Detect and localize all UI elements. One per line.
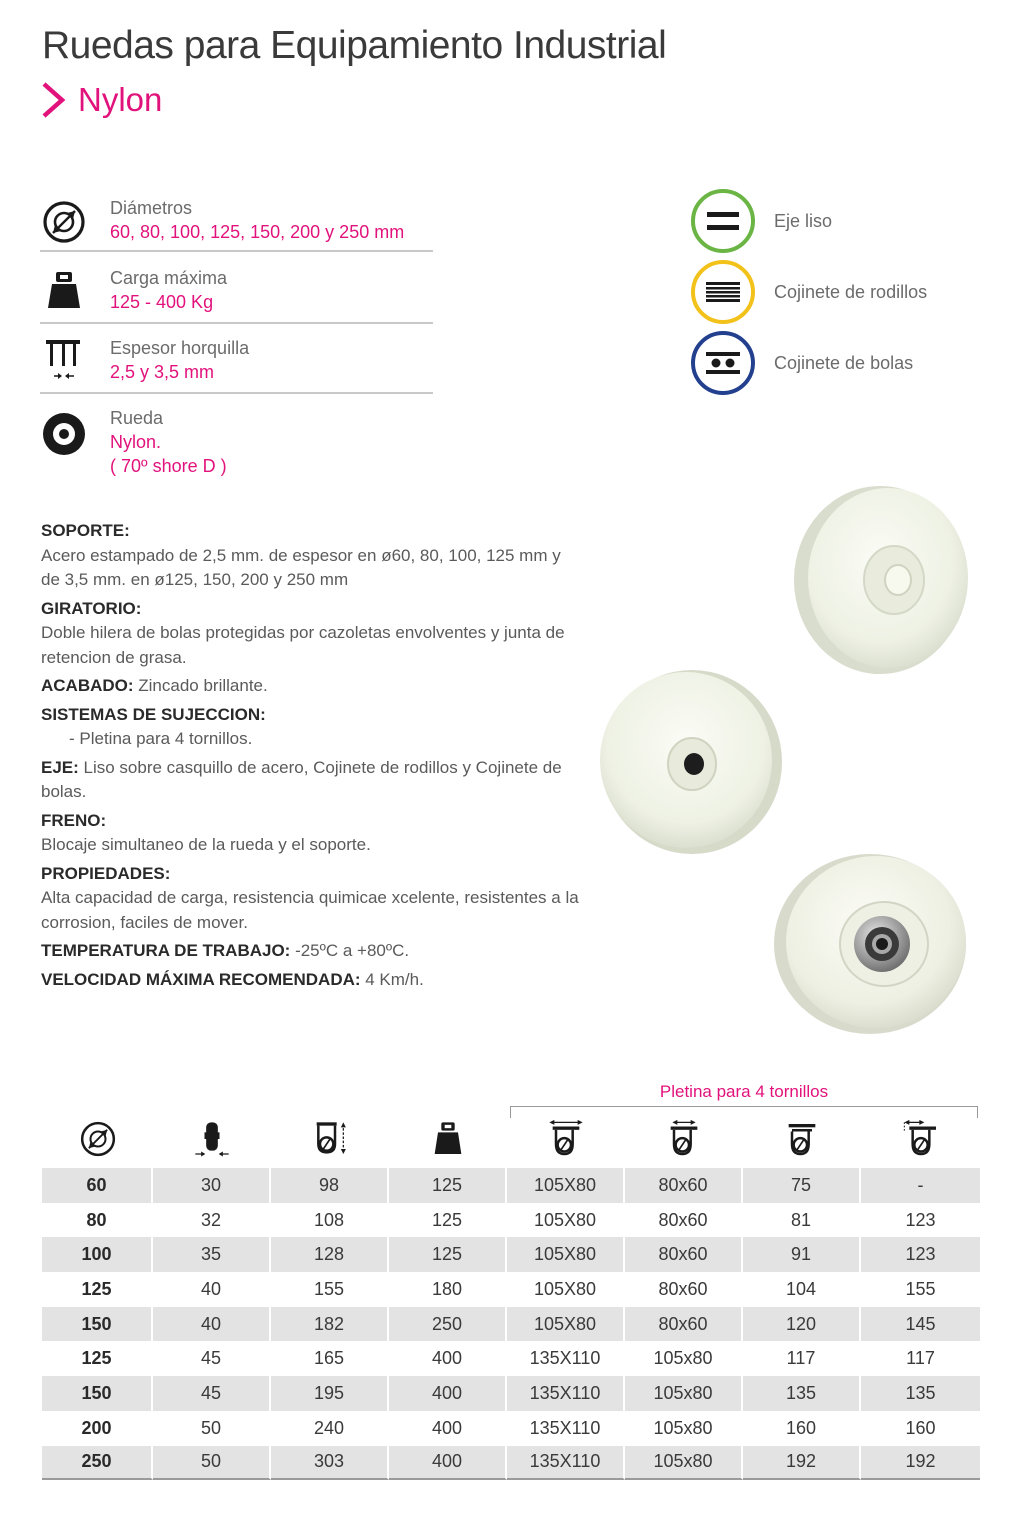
- soporte-heading: SOPORTE:: [41, 521, 130, 540]
- giratorio-heading: GIRATORIO:: [41, 598, 142, 618]
- spec-list: [40, 192, 433, 478]
- wheel-width-icon: [192, 1119, 232, 1159]
- table-cell: 128: [271, 1237, 389, 1272]
- table-cell: 240: [271, 1411, 389, 1446]
- axle-item-roller: [690, 259, 927, 325]
- axle-label: Eje liso: [774, 210, 833, 231]
- table-cell: 98: [271, 1168, 389, 1203]
- table-cell: 60: [42, 1168, 153, 1203]
- header-cell: [271, 1112, 389, 1166]
- table-cell: 117: [906, 1348, 935, 1369]
- table-cell: 105X80: [507, 1272, 625, 1307]
- table-cell: 32: [153, 1203, 271, 1238]
- table-cell: 91: [743, 1237, 861, 1272]
- table-cell: 45: [153, 1341, 271, 1376]
- header-cell: [389, 1112, 507, 1166]
- table-cell: 120: [743, 1307, 861, 1342]
- temperatura-text: -25ºC a +80ºC.: [290, 941, 410, 960]
- description: [41, 519, 581, 996]
- table-row: [42, 1307, 980, 1342]
- spec-value: 125 - 400 Kg: [110, 292, 214, 312]
- table-cell: 80x60: [625, 1272, 743, 1307]
- header-cell: [42, 1112, 153, 1166]
- table-cell: 135: [743, 1376, 861, 1411]
- header-cell: [153, 1112, 271, 1166]
- table-row: [42, 1168, 980, 1203]
- table-cell: 80x60: [625, 1307, 743, 1342]
- table-cell: 80x60: [625, 1168, 743, 1203]
- table-cell: 125: [389, 1237, 507, 1272]
- table-cell: 30: [153, 1168, 271, 1203]
- page-title: Ruedas para Equipamiento Industrial: [42, 24, 667, 67]
- temperatura-heading: TEMPERATURA DE TRABAJO:: [41, 941, 291, 960]
- spec-value: 2,5 y 3,5 mm: [110, 362, 215, 382]
- spec-label: Rueda: [110, 408, 164, 428]
- hole-spacing-icon: [664, 1119, 704, 1159]
- table-row: [42, 1203, 980, 1238]
- ball-bearing-icon: [690, 330, 756, 396]
- table-group-label: Pletina para 4 tornillos: [659, 1082, 829, 1101]
- table-cell: 135X110: [507, 1341, 625, 1376]
- table-cell: 123: [905, 1209, 936, 1230]
- spec-max-load: [40, 252, 433, 324]
- table-cell: -: [861, 1168, 980, 1203]
- table-cell: 400: [389, 1446, 507, 1481]
- spec-fork-thickness: [40, 324, 433, 394]
- diameter-icon: [78, 1119, 118, 1159]
- table-cell: 80: [42, 1203, 153, 1238]
- weight-icon: [428, 1119, 468, 1159]
- header-cell: [861, 1112, 980, 1166]
- table-cell: 75: [743, 1168, 861, 1203]
- table-cell: 250: [389, 1307, 507, 1342]
- wheel-icon: [40, 410, 88, 458]
- velocidad-text: 4 Km/h.: [360, 969, 424, 989]
- table-cell: 400: [389, 1341, 507, 1376]
- table-cell: 155: [905, 1278, 936, 1299]
- axle-item-plain: [690, 188, 927, 254]
- dimensions-table: [42, 1168, 980, 1480]
- table-cell: 105x80: [625, 1376, 743, 1411]
- table-cell: 105x80: [625, 1341, 743, 1376]
- table-cell: 125: [389, 1168, 507, 1203]
- axle-label: Cojinete de rodillos: [774, 281, 928, 302]
- table-cell: 150: [42, 1307, 153, 1342]
- wheel-photo-ball: [770, 850, 980, 1040]
- table-cell: 105x80: [625, 1411, 743, 1446]
- eje-text: Liso sobre casquillo de acero, Cojinete de rodillos y Cojinete de bolas.: [41, 757, 562, 801]
- sistemas-heading: SISTEMAS DE SUJECCION:: [41, 704, 266, 724]
- table-cell: 160: [905, 1417, 936, 1438]
- table-row: [42, 1446, 980, 1481]
- table-cell: 400: [389, 1376, 507, 1411]
- table-cell: 50: [153, 1411, 271, 1446]
- table-cell: 80x60: [625, 1203, 743, 1238]
- header-cell: [625, 1112, 743, 1166]
- table-cell: 125: [42, 1272, 153, 1307]
- table-cell: 108: [271, 1203, 389, 1238]
- propiedades-heading: PROPIEDADES:: [41, 863, 171, 883]
- table-cell: 135X110: [507, 1411, 625, 1446]
- table-cell: 135X110: [507, 1446, 625, 1481]
- table-cell: 182: [271, 1307, 389, 1342]
- table-cell: 81: [743, 1203, 861, 1238]
- table-cell: 105X80: [507, 1307, 625, 1342]
- offset-icon: [901, 1119, 941, 1159]
- table-row: [42, 1237, 980, 1272]
- table-cell: 303: [271, 1446, 389, 1481]
- table-cell: 125: [42, 1341, 153, 1376]
- wheel-photo-plain: [770, 480, 980, 680]
- table-row: [42, 1376, 980, 1411]
- axle-item-ball: [690, 330, 927, 396]
- spec-diameter: [40, 192, 433, 252]
- spec-value: 60, 80, 100, 125, 150, 200 y 250 mm: [110, 222, 405, 242]
- sistemas-text: - Pletina para 4 tornillos.: [69, 729, 253, 748]
- spec-label: Espesor horquilla: [110, 338, 250, 358]
- table-cell: 105x80: [625, 1446, 743, 1481]
- propiedades-text: Alta capacidad de carga, resistencia quimicae xcelente, resistentes a la corrosion, faciles de mover.: [41, 888, 579, 932]
- header-cell: [507, 1112, 625, 1166]
- table-cell: 135X110: [507, 1376, 625, 1411]
- spec-label: Carga máxima: [110, 268, 228, 288]
- table-cell: 160: [743, 1411, 861, 1446]
- table-cell: 200: [42, 1411, 153, 1446]
- table-cell: 400: [389, 1411, 507, 1446]
- spec-label: Diámetros: [110, 198, 193, 218]
- plate-size-icon: [546, 1119, 586, 1159]
- roller-bearing-icon: [690, 259, 756, 325]
- table-cell: 250: [42, 1446, 153, 1481]
- fixed-height-icon: [782, 1119, 822, 1159]
- table-cell: 105X80: [507, 1168, 625, 1203]
- acabado-heading: ACABADO:: [41, 676, 134, 695]
- table-cell: 135: [861, 1376, 980, 1411]
- table-row: [42, 1341, 980, 1376]
- subtitle-text: Nylon: [78, 81, 163, 118]
- table-cell: 40: [153, 1307, 271, 1342]
- soporte-text: Acero estampado de 2,5 mm. de espesor en ø60, 80, 100, 125 mm y de 3,5 mm. en ø125, 150, 200 y 250 mm: [41, 545, 561, 589]
- velocidad-heading: VELOCIDAD MÁXIMA RECOMENDADA:: [41, 969, 361, 989]
- header-cell: [743, 1112, 861, 1166]
- table-cell: 150: [42, 1376, 153, 1411]
- table-cell: 125: [389, 1203, 507, 1238]
- table-cell: 192: [743, 1446, 861, 1481]
- table-cell: 155: [271, 1272, 389, 1307]
- table-cell: 145: [861, 1307, 980, 1342]
- table-cell: 105X80: [507, 1237, 625, 1272]
- table-cell: 80x60: [625, 1237, 743, 1272]
- table-cell: 195: [271, 1376, 389, 1411]
- total-height-icon: [310, 1119, 350, 1159]
- acabado-text: Zincado brillante.: [133, 676, 268, 695]
- table-cell: 104: [743, 1272, 861, 1307]
- wheel-photo-roller: [580, 660, 790, 860]
- page-subtitle: [40, 80, 162, 120]
- axle-label: Cojinete de bolas: [774, 352, 914, 373]
- weight-icon: [40, 266, 88, 314]
- table-cell: 105X80: [507, 1203, 625, 1238]
- table-header-icons: [42, 1112, 980, 1166]
- table-cell: 192: [861, 1446, 980, 1481]
- table-cell: 45: [153, 1376, 271, 1411]
- freno-text: Blocaje simultaneo de la rueda y el soporte.: [41, 835, 371, 854]
- spec-value: Nylon.: [110, 432, 162, 452]
- table-cell: 40: [153, 1272, 271, 1307]
- table-row: [42, 1411, 980, 1446]
- table-cell: 35: [153, 1237, 271, 1272]
- table-cell: 117: [743, 1341, 861, 1376]
- chevron-right-icon: [40, 80, 68, 120]
- giratorio-text: Doble hilera de bolas protegidas por cazoletas envolventes y junta de retencion de grasa.: [41, 623, 565, 667]
- table-row: [42, 1272, 980, 1307]
- table-cell: 50: [153, 1446, 271, 1481]
- table-cell: 100: [42, 1237, 153, 1272]
- spec-wheel: [40, 394, 433, 478]
- table-cell: 180: [389, 1272, 507, 1307]
- axle-legend: [690, 188, 927, 401]
- diameter-icon: [40, 198, 88, 246]
- spec-value: ( 70º shore D ): [110, 456, 227, 476]
- eje-heading: EJE:: [41, 757, 79, 777]
- plain-axle-icon: [690, 188, 756, 254]
- fork-thickness-icon: [40, 336, 88, 384]
- freno-heading: FRENO:: [41, 810, 107, 830]
- table-cell: 165: [271, 1341, 389, 1376]
- table-cell: 123: [861, 1237, 980, 1272]
